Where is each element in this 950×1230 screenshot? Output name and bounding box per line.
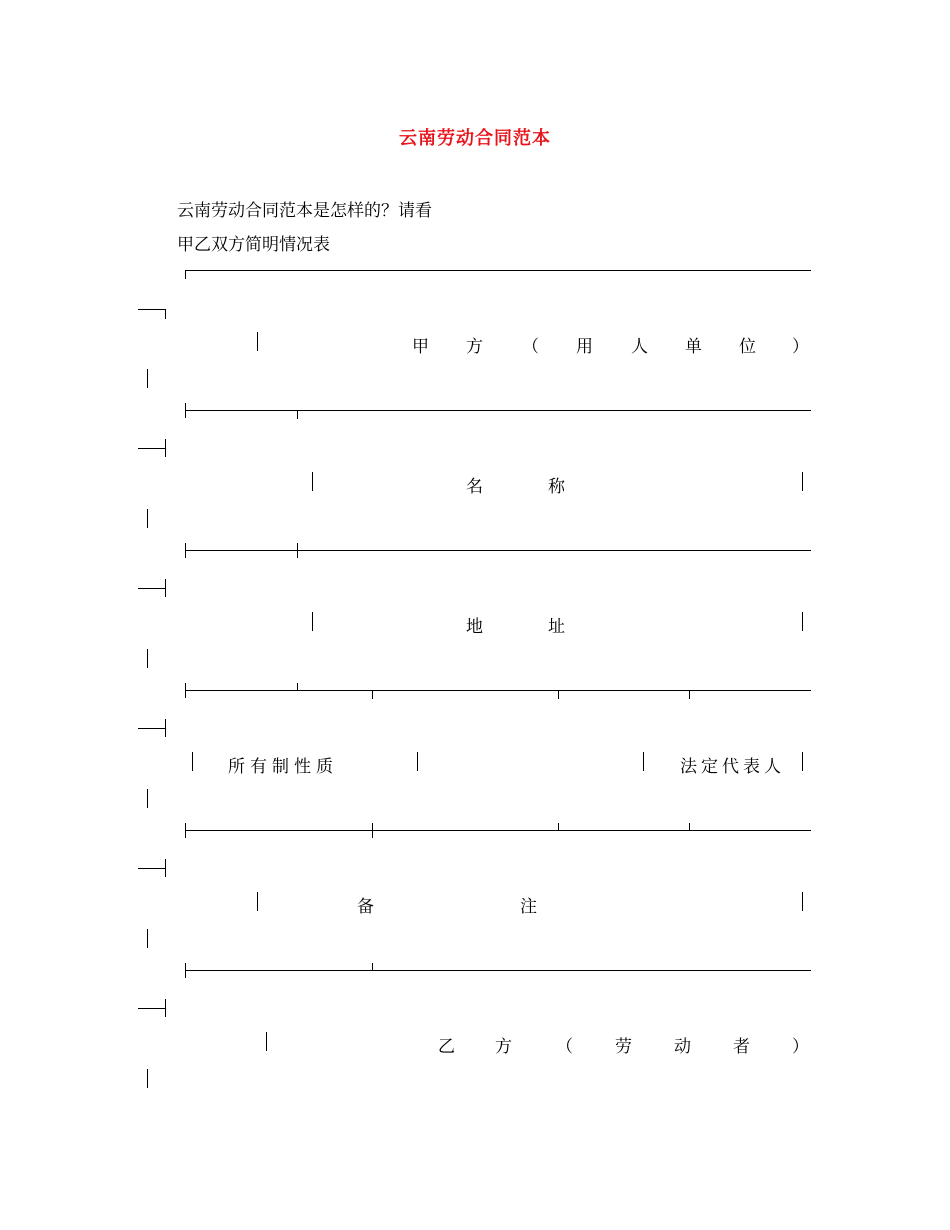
party-b-char: （ (556, 1037, 573, 1057)
table-border (372, 963, 373, 971)
cell-border (147, 649, 148, 668)
cell-border (147, 509, 148, 528)
table-border (165, 309, 166, 319)
party-a-char: 方 (466, 337, 483, 357)
legal-rep-label: 法定代表人 (680, 757, 785, 777)
table-caption: 甲乙双方简明情况表 (177, 235, 330, 255)
table-border (185, 543, 186, 558)
party-a-char: 甲 (412, 337, 429, 357)
cell-border (147, 369, 148, 388)
table-border (185, 683, 186, 698)
table-border (138, 309, 165, 310)
cell-border (802, 472, 803, 491)
cell-border (147, 929, 148, 948)
table-border (372, 823, 373, 838)
cell-border (147, 789, 148, 808)
table-border (689, 690, 690, 699)
party-a-char: ） (792, 337, 809, 357)
party-b-char: ） (792, 1037, 809, 1057)
document-title: 云南劳动合同范本 (399, 128, 551, 149)
table-border (185, 963, 186, 978)
ownership-label: 所有制性质 (228, 757, 338, 777)
cell-border (802, 752, 803, 771)
table-border (558, 690, 559, 699)
name-label: 名 (466, 477, 483, 497)
cell-border (312, 612, 313, 631)
cell-border (147, 1069, 148, 1088)
table-border (185, 270, 186, 279)
cell-border (417, 752, 418, 771)
address-label: 地 (466, 617, 483, 637)
cell-border (192, 752, 193, 771)
cell-border (802, 892, 803, 911)
table-border (185, 823, 186, 838)
table-border (297, 543, 298, 558)
cell-border (257, 892, 258, 911)
intro-paragraph: 云南劳动合同范本是怎样的？请看 (177, 201, 432, 221)
table-border (165, 579, 166, 597)
table-border (185, 403, 186, 418)
table-border (185, 550, 811, 551)
remarks-label: 注 (520, 897, 537, 917)
cell-border (257, 332, 258, 351)
party-a-char: 用 (576, 337, 593, 357)
table-border (138, 448, 165, 449)
table-border (138, 1008, 165, 1009)
name-label: 称 (548, 477, 565, 497)
party-a-char: （ (522, 337, 539, 357)
table-border (558, 823, 559, 831)
party-b-char: 方 (495, 1037, 512, 1057)
party-a-char: 人 (631, 337, 648, 357)
party-b-char: 者 (733, 1037, 750, 1057)
table-border (165, 719, 166, 737)
table-border (297, 410, 298, 419)
table-border (185, 970, 811, 971)
cell-border (802, 612, 803, 631)
table-border (138, 588, 165, 589)
party-a-char: 单 (685, 337, 702, 357)
table-border (165, 439, 166, 457)
table-border (297, 683, 298, 691)
table-border (372, 690, 373, 699)
party-b-char: 动 (674, 1037, 691, 1057)
table-border (185, 830, 811, 831)
cell-border (643, 752, 644, 771)
table-border (185, 690, 811, 691)
party-b-char: 劳 (615, 1037, 632, 1057)
table-border (138, 728, 165, 729)
remarks-label: 备 (357, 897, 374, 917)
table-border (165, 999, 166, 1017)
cell-border (312, 472, 313, 491)
cell-border (266, 1032, 267, 1051)
table-border (185, 410, 811, 411)
table-border (165, 859, 166, 877)
table-border (689, 823, 690, 831)
party-a-char: 位 (739, 337, 756, 357)
table-border (138, 868, 165, 869)
party-b-char: 乙 (438, 1037, 455, 1057)
table-border (185, 270, 811, 271)
address-label: 址 (548, 617, 565, 637)
